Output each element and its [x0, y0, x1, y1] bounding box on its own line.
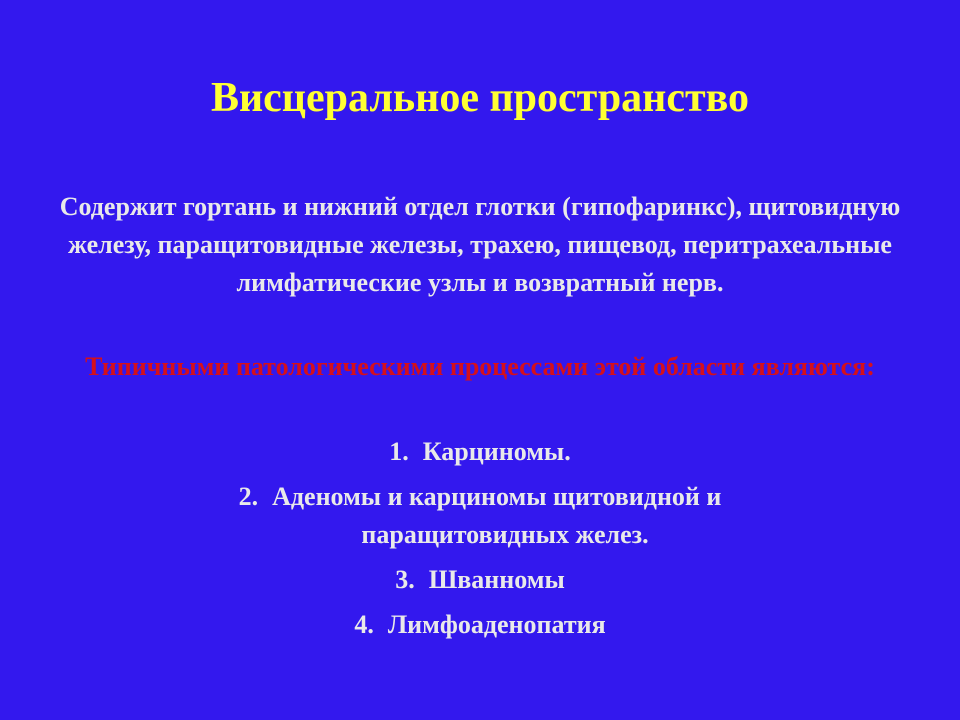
list-item-number: 1.	[389, 437, 409, 466]
list-item-continuation: паращитовидных желез.	[361, 520, 649, 549]
list-item-text: Шванномы	[428, 565, 565, 594]
list-item-number: 2.	[238, 482, 259, 511]
list-item	[0, 478, 960, 516]
intro-paragraph: Содержит гортань и нижний отдел глотки (гипофаринкс), щитовидную железу, паращитовидные железы, трахею, пищевод, перитрахеальные лимфатические узлы и возвратный нерв.	[59, 192, 901, 297]
list-item-text: Лимфоаденопатия	[387, 610, 606, 639]
list-item	[0, 433, 960, 471]
list-item-number: 3.	[395, 565, 415, 594]
list-item-text: Аденомы и карциномы щитовидной и	[272, 482, 722, 511]
slide-title: Висцеральное пространство	[210, 75, 750, 121]
list-item-number: 4.	[354, 610, 374, 639]
list-item	[0, 561, 960, 599]
list-item	[0, 606, 960, 644]
highlight-paragraph: Типичными патологическими процессами этой области являются:	[85, 352, 875, 381]
list-item-text: Карциномы.	[422, 437, 571, 466]
